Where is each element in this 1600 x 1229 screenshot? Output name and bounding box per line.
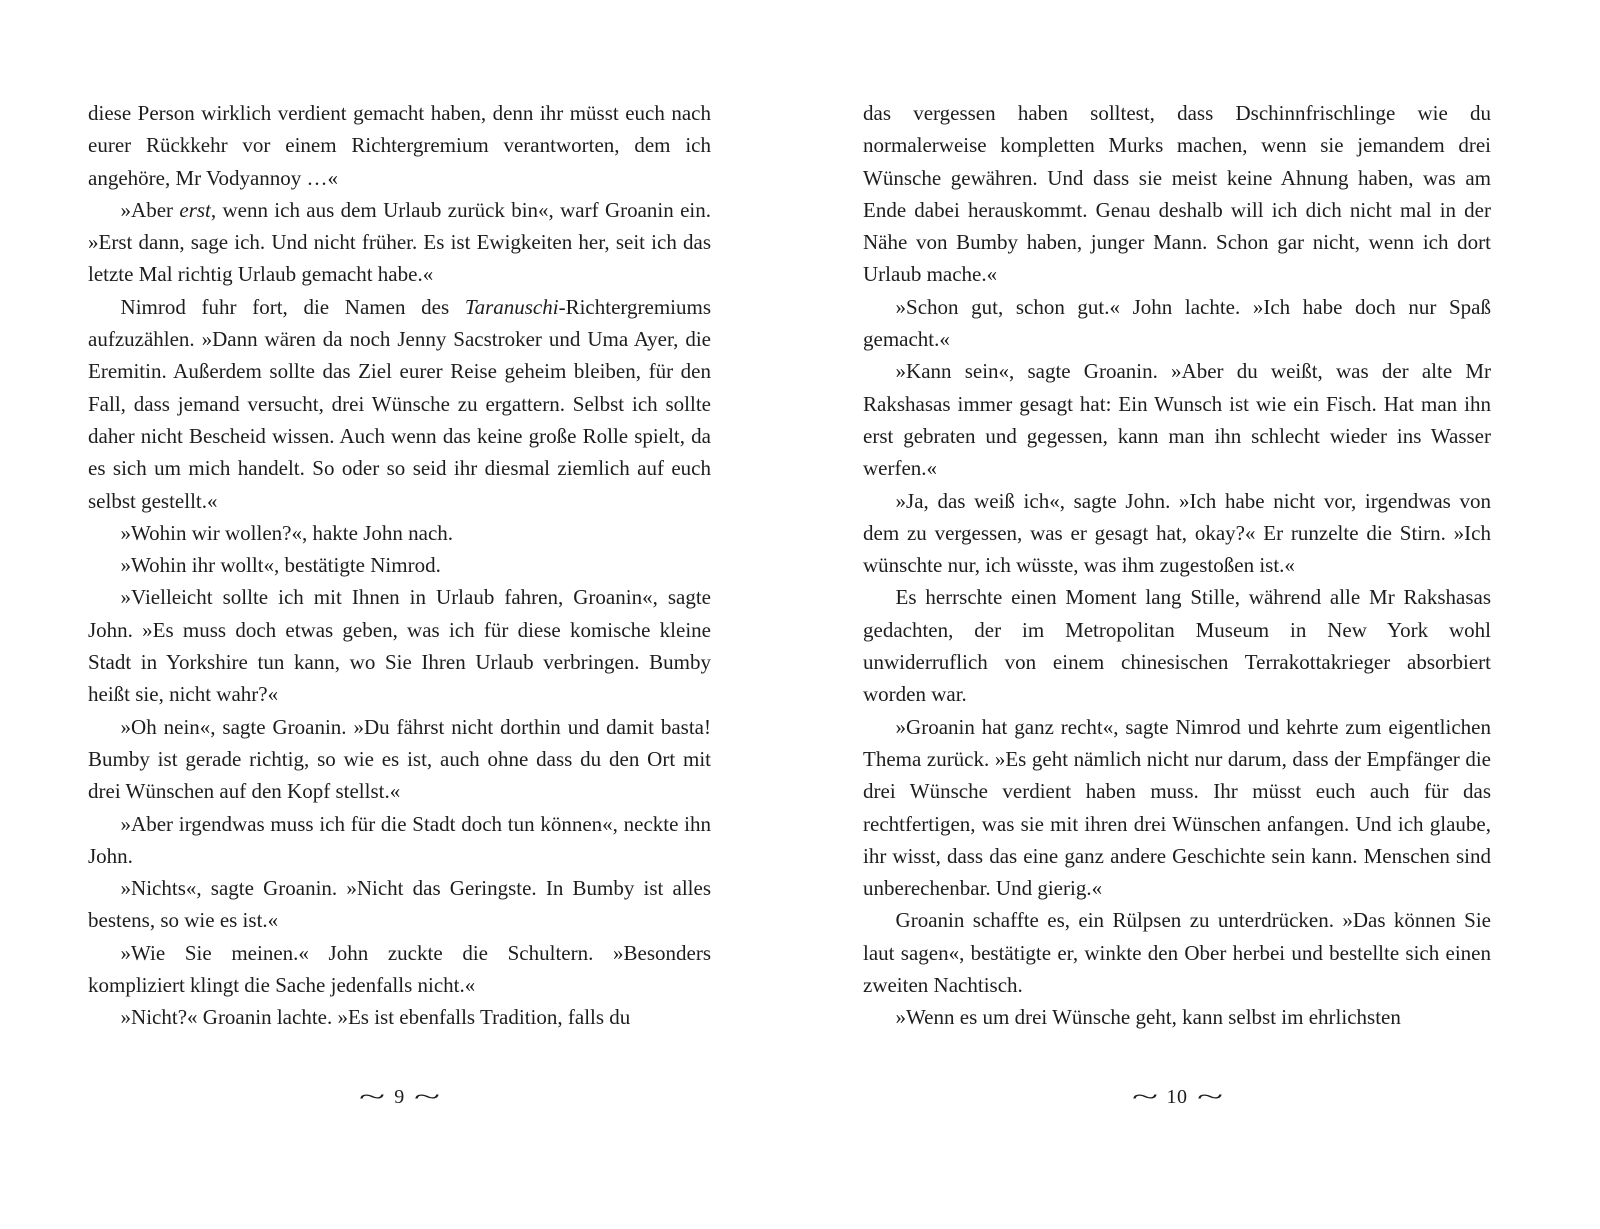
folio-ornament-left-icon: ~ bbox=[359, 1082, 386, 1111]
paragraph bbox=[863, 97, 1491, 291]
page-left-folio bbox=[88, 1084, 711, 1110]
text-segment-italic: Taranuschi bbox=[464, 294, 559, 319]
folio-ornament-left-icon: ~ bbox=[1131, 1082, 1158, 1111]
text-segment: »Nicht?« Groanin lachte. »Es ist ebenfalls Tradition, falls du bbox=[120, 1005, 631, 1030]
page-right-text bbox=[863, 97, 1491, 1034]
text-segment: »Kann sein«, sagte Groanin. »Aber du weißt, was der alte Mr Rakshasas immer gesagt hat: Ein Wunsch ist wie ein Fisch. Hat man ihn erst gebraten und gegessen, kann man ihn schlecht wieder ins Wasser werfen.« bbox=[863, 359, 1491, 481]
paragraph bbox=[863, 291, 1491, 356]
page-right-folio bbox=[863, 1084, 1491, 1110]
text-segment: »Oh nein«, sagte Groanin. »Du fährst nicht dorthin und damit basta! Bumby ist gerade richtig, so wie es ist, auch ohne dass du den Ort mit drei Wünschen auf den Kopf stellst.« bbox=[88, 714, 711, 804]
folio-ornament-right-icon: ~ bbox=[413, 1082, 440, 1111]
paragraph bbox=[863, 711, 1491, 905]
text-segment: »Wohin ihr wollt«, bestätigte Nimrod. bbox=[120, 553, 441, 578]
paragraph bbox=[88, 581, 711, 710]
text-segment: das vergessen haben solltest, dass Dschinnfrischlinge wie du normalerweise kompletten Murks machen, wenn sie jemandem drei Wünsche gewähren. Und dass sie meist keine Ahnung haben, was am Ende dabei herauskommt. Genau deshalb will ich dich nicht mal in der Nähe von Bumby haben, junger Mann. Schon gar nicht, wenn ich dort Urlaub mache.« bbox=[863, 101, 1491, 287]
paragraph bbox=[88, 517, 711, 549]
paragraph bbox=[88, 808, 711, 873]
page-left-text bbox=[88, 97, 711, 1034]
text-segment: Nimrod fuhr fort, die Namen des bbox=[120, 294, 465, 319]
text-segment: »Aber irgendwas muss ich für die Stadt doch tun können«, neckte ihn John. bbox=[88, 811, 711, 868]
paragraph bbox=[863, 904, 1491, 1001]
paragraph bbox=[863, 485, 1491, 582]
page-number-right: 10 bbox=[1166, 1086, 1188, 1108]
text-segment-italic: erst bbox=[179, 197, 211, 222]
paragraph bbox=[863, 1001, 1491, 1033]
text-segment: »Nichts«, sagte Groanin. »Nicht das Geringste. In Bumby ist alles bestens, so wie es ist.« bbox=[88, 876, 711, 933]
text-segment: , wenn ich aus dem Urlaub zurück bin«, warf Groanin ein. »Erst dann, sage ich. Und nicht früher. Es ist Ewigkeiten her, seit ich das letzte Mal richtig Urlaub gemacht habe.« bbox=[88, 197, 712, 287]
text-segment: »Wenn es um drei Wünsche geht, kann selbst im ehrlichsten bbox=[895, 1005, 1401, 1030]
paragraph bbox=[88, 549, 711, 581]
text-segment: Es herrschte einen Moment lang Stille, während alle Mr Rakshasas gedachten, der im Metropolitan Museum in New York wohl unwiderruflich von einem chinesischen Terrakottakrieger absorbiert worden war. bbox=[863, 585, 1491, 707]
text-segment: »Wohin wir wollen?«, hakte John nach. bbox=[120, 520, 454, 545]
paragraph bbox=[863, 581, 1491, 710]
paragraph bbox=[863, 355, 1491, 484]
text-segment: »Wie Sie meinen.« John zuckte die Schultern. »Besonders kompliziert klingt die Sache jedenfalls nicht.« bbox=[88, 940, 711, 998]
text-segment: »Groanin hat ganz recht«, sagte Nimrod und kehrte zum eigentlichen Thema zurück. »Es geht nämlich nicht nur darum, dass der Empfänger die drei Wünsche verdient haben muss. Ihr müsst euch auch für das rechtfertigen, was sie mit ihren drei Wünschen anfangen. Und ich glaube, ihr wisst, dass das eine ganz andere Geschichte sein kann. Menschen sind unberechenbar. Und gierig.« bbox=[863, 714, 1491, 901]
text-segment: »Aber bbox=[120, 197, 180, 222]
paragraph bbox=[88, 291, 711, 517]
paragraph bbox=[88, 97, 711, 194]
paragraph bbox=[88, 711, 711, 808]
text-segment: diese Person wirklich verdient gemacht haben, denn ihr müsst euch nach eurer Rückkehr vor einem Richtergremium verantworten, dem ich angehöre, Mr Vodyannoy …« bbox=[88, 101, 711, 190]
text-segment: »Vielleicht sollte ich mit Ihnen in Urlaub fahren, Groanin«, sagte John. »Es muss doch etwas geben, was ich für diese komische kleine Stadt in Yorkshire tun kann, wo Sie Ihren Urlaub verbringen. Bumby heißt sie, nicht wahr?« bbox=[88, 585, 711, 707]
page-number-left: 9 bbox=[394, 1086, 405, 1108]
paragraph bbox=[88, 194, 711, 291]
paragraph bbox=[88, 1001, 711, 1033]
text-segment: Groanin schaffte es, ein Rülpsen zu unterdrücken. »Das können Sie laut sagen«, bestätigte er, winkte den Ober herbei und bestellte sich einen zweiten Nachtisch. bbox=[863, 908, 1491, 998]
text-segment: »Ja, das weiß ich«, sagte John. »Ich habe nicht vor, irgendwas von dem zu vergessen, was er gesagt hat, okay?« Er runzelte die Stirn. »Ich wünschte nur, ich wüsste, was ihm zugestoßen ist.« bbox=[863, 488, 1491, 578]
paragraph bbox=[88, 872, 711, 937]
text-segment: -Richtergremiums aufzuzählen. »Dann wären da noch Jenny Sacstroker und Uma Ayer, die Eremitin. Außerdem sollte das Ziel eurer Reise geheim bleiben, für den Fall, dass jemand versucht, drei Wünsche zu ergattern. Selbst ich sollte daher nicht Bescheid wissen. Auch wenn das keine große Rolle spielt, da es sich um mich handelt. So oder so seid ihr diesmal ziemlich auf euch selbst gestellt.« bbox=[88, 294, 711, 513]
paragraph bbox=[88, 937, 711, 1002]
folio-ornament-right-icon: ~ bbox=[1196, 1082, 1223, 1111]
text-segment: »Schon gut, schon gut.« John lachte. »Ich habe doch nur Spaß gemacht.« bbox=[863, 294, 1491, 352]
